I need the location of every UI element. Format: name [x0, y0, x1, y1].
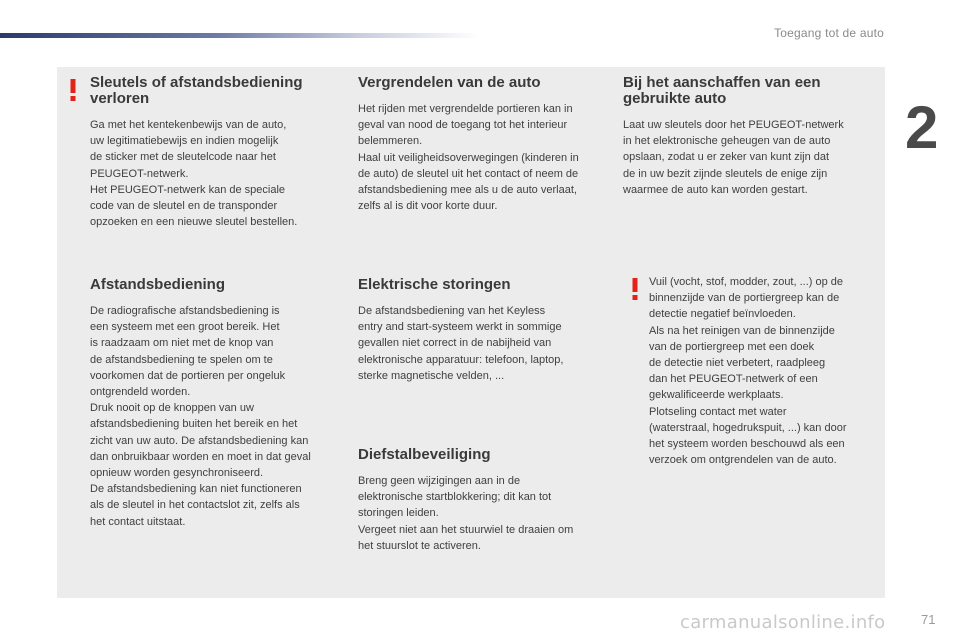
content-panel — [57, 67, 885, 598]
electrical-text: De afstandsbediening van het Keyless entry and start-systeem werkt in sommige gevallen niet correct in de nabijheid van elektronische apparatuur: telefoon, laptop, sterke magnetische velden, ... — [358, 305, 564, 382]
header-gradient-bar — [0, 33, 480, 38]
electrical-section — [358, 277, 613, 384]
lost-keys-heading: Sleutels of afstandsbediening verloren — [90, 74, 303, 107]
dirt-section — [649, 274, 883, 468]
lost-keys-section — [90, 75, 340, 230]
warning-icon — [629, 278, 641, 300]
remote-text: De radiografische afstandsbediening is een systeem met een groot bereik. Het is raadzaam om niet met de knop van de afstandsbediening te spelen om te voorkomen dat de portieren per ongeluk ontgrendeld worden. Druk nooit op de knoppen van uw afstandsbediening buiten het bereik en het zicht van uw auto. De afstandsbediening kan dan onbruikbaar worden en moet in dat geval opnieuw worden gesynchroniseerd. De afstandsbediening kan niet functioneren als de sleutel in het contactslot zit, zelfs als het contact uitstaat. — [90, 305, 311, 528]
antitheft-text: Breng geen wijzigingen aan in de elektronische startblokkering; dit kan tot storingen leiden. Vergeet niet aan het stuurwiel te draaien om het stuurslot te activeren. — [358, 475, 574, 552]
antitheft-section — [358, 447, 613, 554]
locking-text: Het rijden met vergrendelde portieren kan in geval van nood de toegang tot het interieur belemmeren. Haal uit veiligheidsoverwegingen (kinderen in de auto) de sleutel uit het contact of neem de afstandsbediening mee als u de auto verlaat, zelfs al is dit voor korte duur. — [358, 103, 579, 213]
locking-section — [358, 75, 613, 214]
used-car-section — [623, 75, 881, 198]
remote-heading: Afstandsbediening — [90, 276, 226, 293]
used-car-heading: Bij het aanschaffen van een gebruikte auto — [623, 74, 821, 107]
section-title: Toegang tot de auto — [774, 26, 884, 40]
chapter-number: 2 — [905, 94, 939, 161]
electrical-heading: Elektrische storingen — [358, 276, 511, 293]
watermark: carmanualsonline.info — [680, 612, 886, 633]
used-car-text: Laat uw sleutels door het PEUGEOT-netwerk in het elektronische geheugen van de auto opslaan, zodat u er zeker van kunt zijn dat de in uw bezit zijnde sleutels de enige zijn waarmee de auto kan worden gestart. — [623, 119, 844, 196]
warning-icon — [67, 79, 79, 101]
locking-heading: Vergrendelen van de auto — [358, 74, 541, 91]
page-number: 71 — [921, 612, 936, 627]
dirt-text: Vuil (vocht, stof, modder, zout, ...) op de binnenzijde van de portiergreep kan de detectie negatief beïnvloeden. Als na het reinigen van de binnenzijde van de portiergreep met een doek de detectie niet verbetert, raadpleeg dan het PEUGEOT-netwerk of een gekwalificeerde werkplaats. Plotseling contact met water (waterstraal, hogedrukspuit, ...) kan door het systeem worden beschouwd als een verzoek om ontgrendelen van de auto. — [649, 276, 847, 467]
lost-keys-text: Ga met het kentekenbewijs van de auto, uw legitimatiebewijs en indien mogelijk de sticker met de sleutelcode naar het PEUGEOT-netwerk. Het PEUGEOT-netwerk kan de speciale code van de sleutel en de transponder opzoeken en een nieuwe sleutel bestellen. — [90, 119, 298, 229]
remote-section — [90, 277, 345, 530]
antitheft-heading: Diefstalbeveiliging — [358, 446, 491, 463]
